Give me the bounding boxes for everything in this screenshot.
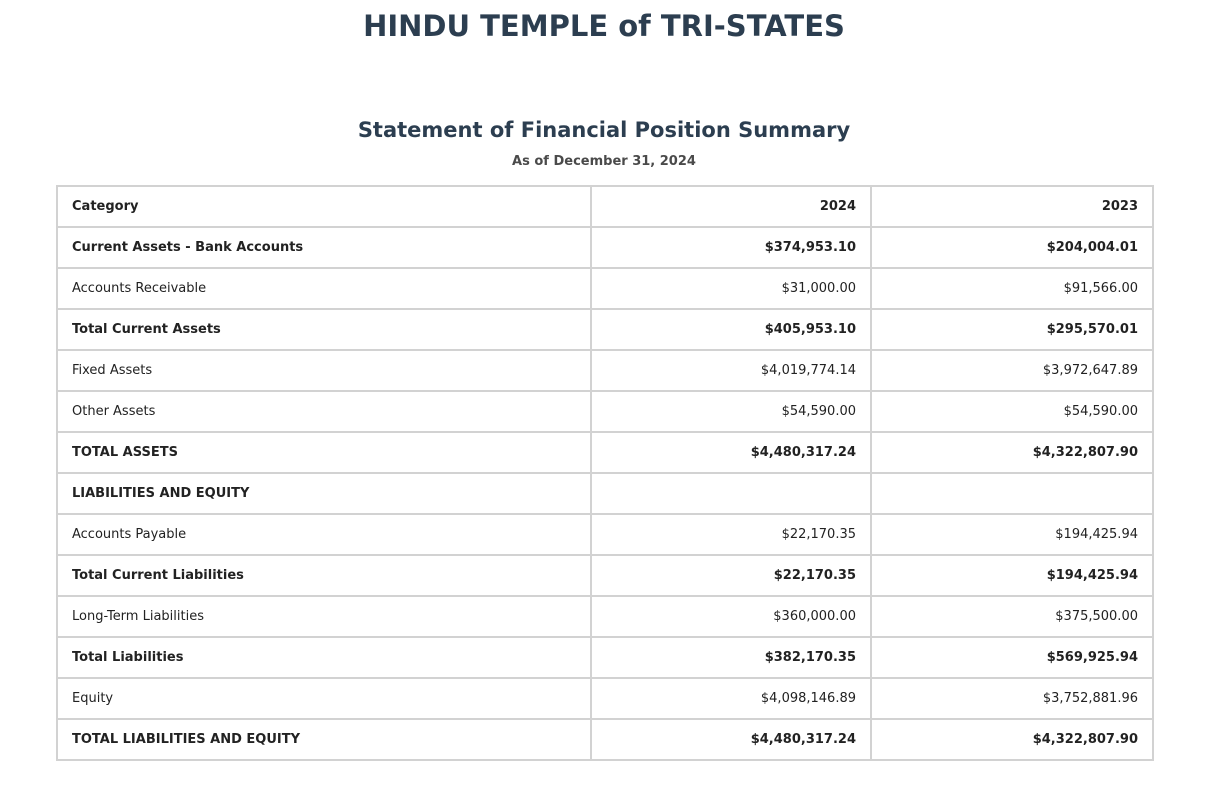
row-label: Long-Term Liabilities	[57, 596, 591, 637]
row-value-2023: $375,500.00	[871, 596, 1153, 637]
row-value-2023: $4,322,807.90	[871, 719, 1153, 760]
row-value-2024: $405,953.10	[591, 309, 871, 350]
row-value-2023: $295,570.01	[871, 309, 1153, 350]
table-row	[57, 268, 1153, 309]
column-header-2024: 2024	[591, 186, 871, 227]
row-label: TOTAL ASSETS	[57, 432, 591, 473]
table-row	[57, 473, 1153, 514]
column-header-2023: 2023	[871, 186, 1153, 227]
row-value-2023: $204,004.01	[871, 227, 1153, 268]
table-row	[57, 719, 1153, 760]
table-row	[57, 678, 1153, 719]
row-label: Fixed Assets	[57, 350, 591, 391]
table-row	[57, 432, 1153, 473]
table-row	[57, 555, 1153, 596]
row-value-2023: $4,322,807.90	[871, 432, 1153, 473]
organization-title: HINDU TEMPLE of TRI-STATES	[363, 9, 845, 43]
row-value-2023: $54,590.00	[871, 391, 1153, 432]
column-header-category: Category	[57, 186, 591, 227]
row-value-2024: $54,590.00	[591, 391, 871, 432]
table-header-row	[57, 186, 1153, 227]
row-label: Equity	[57, 678, 591, 719]
row-value-2024: $31,000.00	[591, 268, 871, 309]
row-value-2023: $91,566.00	[871, 268, 1153, 309]
table-row	[57, 227, 1153, 268]
table-row	[57, 637, 1153, 678]
row-value-2024	[591, 473, 871, 514]
row-label: Current Assets - Bank Accounts	[57, 227, 591, 268]
row-value-2023: $194,425.94	[871, 555, 1153, 596]
row-value-2024: $360,000.00	[591, 596, 871, 637]
row-label: Total Current Assets	[57, 309, 591, 350]
row-label: LIABILITIES AND EQUITY	[57, 473, 591, 514]
table-row	[57, 391, 1153, 432]
row-label: Accounts Receivable	[57, 268, 591, 309]
table-row	[57, 309, 1153, 350]
row-value-2023: $3,752,881.96	[871, 678, 1153, 719]
row-value-2024: $4,019,774.14	[591, 350, 871, 391]
row-value-2023: $3,972,647.89	[871, 350, 1153, 391]
report-date: As of December 31, 2024	[512, 154, 696, 169]
table-row	[57, 350, 1153, 391]
row-value-2024: $22,170.35	[591, 555, 871, 596]
row-label: Other Assets	[57, 391, 591, 432]
row-value-2024: $4,480,317.24	[591, 719, 871, 760]
table-body	[57, 227, 1153, 760]
table-row	[57, 514, 1153, 555]
row-value-2024: $382,170.35	[591, 637, 871, 678]
row-label: Accounts Payable	[57, 514, 591, 555]
row-label: Total Liabilities	[57, 637, 591, 678]
row-value-2024: $22,170.35	[591, 514, 871, 555]
row-value-2024: $374,953.10	[591, 227, 871, 268]
row-value-2023: $569,925.94	[871, 637, 1153, 678]
row-value-2024: $4,480,317.24	[591, 432, 871, 473]
row-value-2024: $4,098,146.89	[591, 678, 871, 719]
row-value-2023	[871, 473, 1153, 514]
table-row	[57, 596, 1153, 637]
row-label: Total Current Liabilities	[57, 555, 591, 596]
row-label: TOTAL LIABILITIES AND EQUITY	[57, 719, 591, 760]
report-title: Statement of Financial Position Summary	[357, 118, 851, 142]
row-value-2023: $194,425.94	[871, 514, 1153, 555]
financial-position-table	[56, 185, 1154, 761]
